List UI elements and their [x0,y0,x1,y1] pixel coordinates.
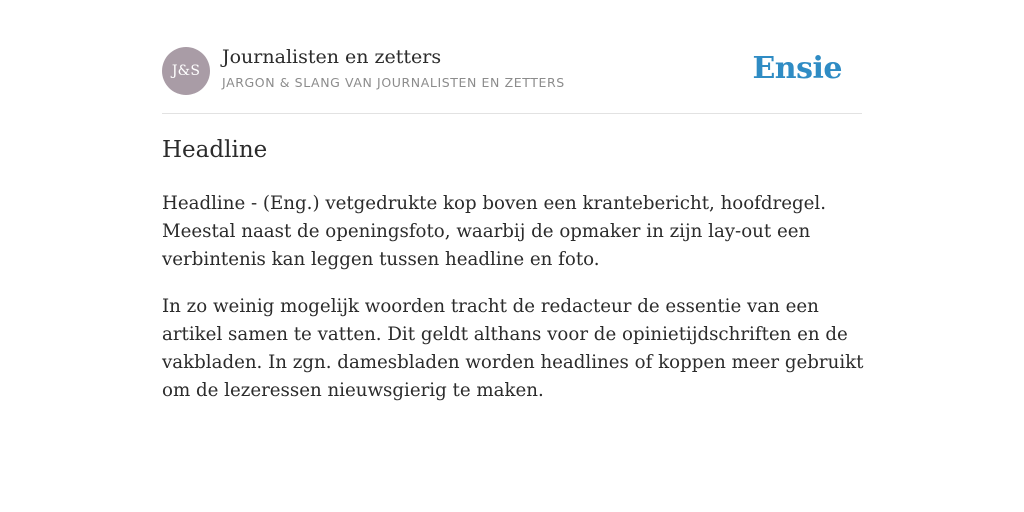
avatar[interactable]: J&S [162,47,210,95]
site-subtitle: JARGON & SLANG VAN JOURNALISTEN EN ZETTERS [222,75,565,90]
article-paragraph-1: Headline - (Eng.) vetgedrukte kop boven een krantebericht, hoofdregel. Meestal naast de openingsfoto, waarbij de opmaker in zijn lay-out een verbintenis kan leggen tussen headline en foto. [162,193,827,270]
site-header [162,0,862,114]
article-title: Headline [162,137,268,163]
brand-logo-link[interactable]: Ensie [752,51,842,86]
article-paragraph-2: In zo weinig mogelijk woorden tracht de redacteur de essentie van een artikel samen te vatten. Dit geldt althans voor de opinietijdschriften en de vakbladen. In zgn. damesbladen worden headlines of koppen meer gebruikt om de lezeressen nieuwsgierig te maken. [162,296,864,401]
page-container [162,0,864,401]
site-title[interactable]: Journalisten en zetters [222,46,442,68]
